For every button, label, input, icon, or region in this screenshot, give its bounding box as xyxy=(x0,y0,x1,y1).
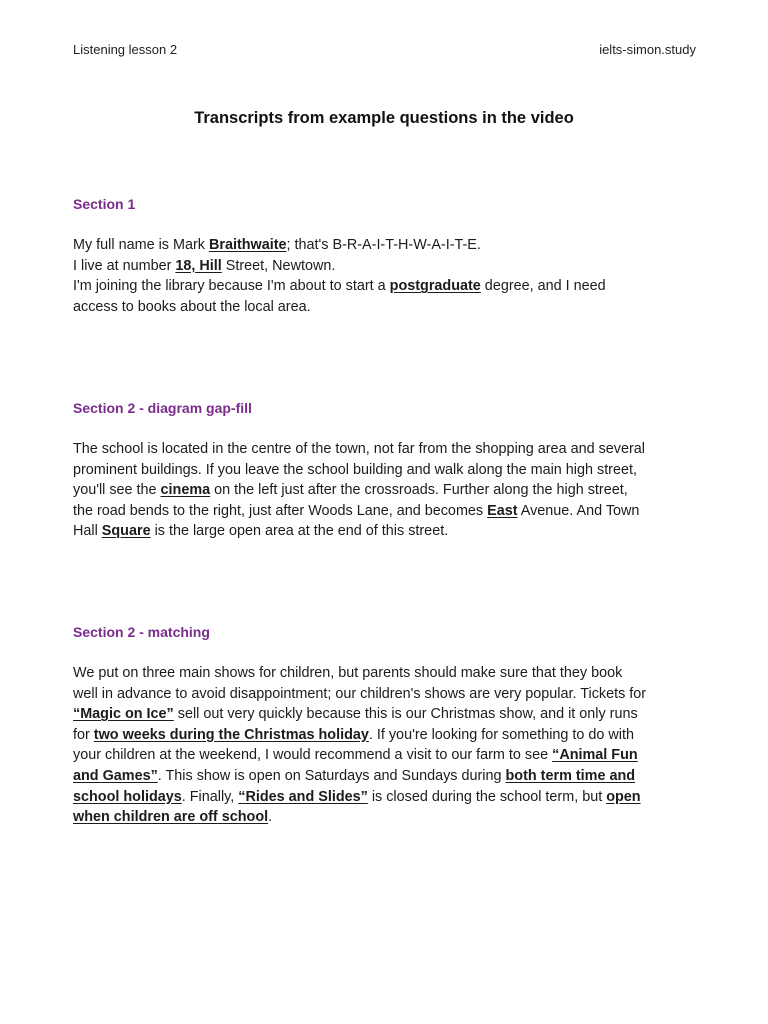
transcript-text: Street, Newtown. xyxy=(221,257,336,274)
transcript-line xyxy=(73,766,698,787)
answer-highlight: school holidays xyxy=(73,788,182,805)
header-site-label: ielts-simon.study xyxy=(599,42,696,57)
answer-highlight: both term time and xyxy=(505,767,636,784)
transcript-text: I live at number xyxy=(73,257,176,274)
transcript-line xyxy=(73,480,698,501)
answer-highlight: “Animal Fun xyxy=(552,747,638,764)
section-2-matching-heading: Section 2 - matching xyxy=(73,624,210,640)
transcript-line xyxy=(73,745,698,766)
transcript-text: the road bends to the right, just after Woods Lane, and becomes xyxy=(73,502,488,519)
transcript-line xyxy=(73,297,698,318)
transcript-line xyxy=(73,521,698,542)
transcript-line xyxy=(73,704,698,725)
transcript-line xyxy=(73,663,698,684)
transcript-text: well in advance to avoid disappointment; our children's shows are very popular. Tickets for xyxy=(73,685,647,702)
transcript-line xyxy=(73,256,698,277)
transcript-line xyxy=(73,276,698,297)
answer-highlight: and Games” xyxy=(73,767,158,784)
transcript-text: for xyxy=(73,726,94,743)
transcript-text: I'm joining the library because I'm about to start a xyxy=(73,278,390,295)
transcript-text: your children at the weekend, I would recommend a visit to our farm to see xyxy=(73,747,553,764)
answer-highlight: postgraduate xyxy=(389,278,481,295)
section-2-diagram-heading: Section 2 - diagram gap-fill xyxy=(73,400,252,416)
answer-highlight: Square xyxy=(101,523,151,540)
transcript-text: is the large open area at the end of this street. xyxy=(150,523,449,540)
header-lesson-label: Listening lesson 2 xyxy=(73,42,178,57)
section-1-heading: Section 1 xyxy=(73,196,136,212)
answer-highlight: cinema xyxy=(160,482,211,499)
transcript-line xyxy=(73,684,698,705)
transcript-text: The school is located in the centre of the town, not far from the shopping area and several xyxy=(73,441,645,457)
answer-highlight: East xyxy=(487,502,518,519)
page-title: Transcripts from example questions in the video xyxy=(194,109,574,127)
transcript-text: degree, and I need xyxy=(480,278,606,295)
answer-highlight: open xyxy=(606,788,641,805)
transcript-text: is closed during the school term, but xyxy=(367,788,607,805)
transcript-text: My full name is Mark xyxy=(73,237,209,253)
section-2-diagram-transcript xyxy=(73,439,698,542)
transcript-text: you'll see the xyxy=(73,482,161,499)
transcript-text: . Finally, xyxy=(181,788,239,805)
answer-highlight: when children are off school xyxy=(73,809,269,826)
transcript-text: Hall xyxy=(73,523,102,540)
transcript-text: . If you're looking for something to do with xyxy=(368,726,634,743)
transcript-text: We put on three main shows for children, but parents should make sure that they book xyxy=(73,665,623,681)
transcript-line xyxy=(73,501,698,522)
transcript-line xyxy=(73,807,698,828)
transcript-text: sell out very quickly because this is our Christmas show, and it only runs xyxy=(173,706,638,723)
transcript-text: . xyxy=(268,809,273,826)
answer-highlight: “Magic on Ice” xyxy=(73,706,174,723)
transcript-line xyxy=(73,725,698,746)
answer-highlight: two weeks during the Christmas holiday xyxy=(93,726,369,743)
answer-highlight: 18, Hill xyxy=(175,257,222,274)
transcript-text: on the left just after the crossroads. Further along the high street, xyxy=(210,482,628,499)
transcript-line xyxy=(73,787,698,808)
transcript-text: . This show is open on Saturdays and Sundays during xyxy=(157,767,506,784)
transcript-line xyxy=(73,439,698,460)
transcript-line xyxy=(73,460,698,481)
transcript-line xyxy=(73,235,698,256)
transcript-text: prominent buildings. If you leave the school building and walk along the main high street, xyxy=(73,461,637,478)
section-1-transcript xyxy=(73,235,698,317)
answer-highlight: “Rides and Slides” xyxy=(238,788,368,805)
answer-highlight: Braithwaite xyxy=(208,237,287,253)
transcript-text: Avenue. And Town xyxy=(517,502,640,519)
transcript-text: ; that's B-R-A-I-T-H-W-A-I-T-E. xyxy=(286,237,481,253)
transcript-text: access to books about the local area. xyxy=(73,298,311,315)
section-2-matching-transcript xyxy=(73,663,698,828)
